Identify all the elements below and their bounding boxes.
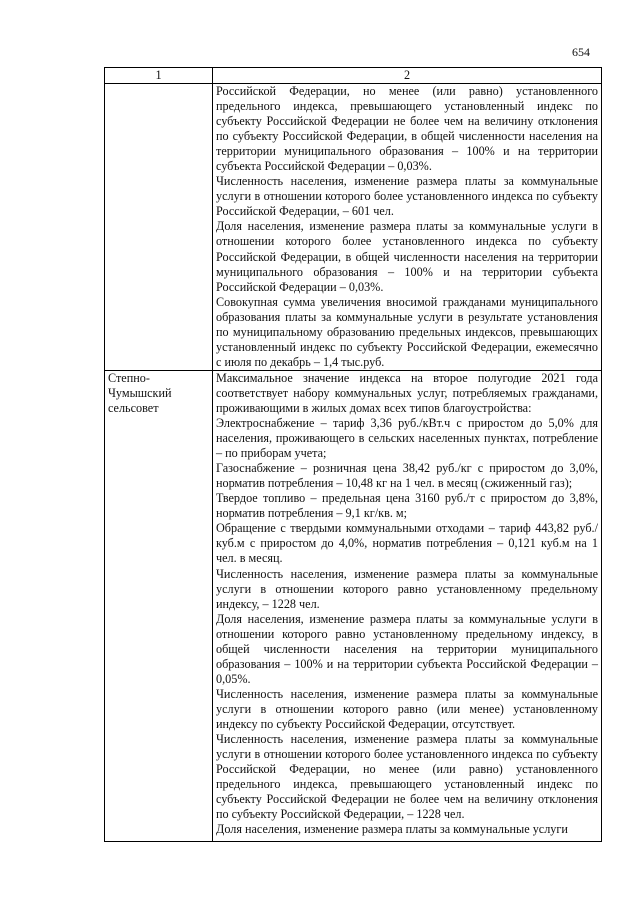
paragraph: Доля населения, изменение размера платы за коммунальные услуги — [216, 822, 568, 837]
row-content — [213, 370, 602, 841]
table-header-row — [105, 68, 602, 84]
paragraph: Совокупная сумма увеличения вносимой гражданами муниципального образования платы за коммунальные услуги в результате установления по муниципальному образованию предельных индексов, превышающих установленный индекс по субъекту Российской Федерации, ежемесячно с июля по декабрь – 1,4 тыс.руб. — [216, 294, 598, 369]
paragraph: Доля населения, изменение размера платы за коммунальные услуги в отношении которого более установленного индекса по субъекту Российской Федерации, в общей численности населения на территории муниципального образования – 100% и на территории субъекта Российской Федерации – 0,03%. — [216, 219, 598, 294]
row-label: Степно-Чумышский сельсовет — [105, 370, 213, 841]
row-label — [105, 84, 213, 371]
paragraph: Газоснабжение – розничная цена 38,42 руб./кг с приростом до 3,0%, норматив потребления – 10,48 кг на 1 чел. в месяц (сжиженный газ); — [216, 461, 598, 491]
paragraph: Электроснабжение – тариф 3,36 руб./кВт.ч с приростом до 5,0% для населения, проживающего в сельских населенных пунктах, потребление – по приборам учета; — [216, 416, 598, 461]
paragraph: Твердое топливо – предельная цена 3160 руб./т с приростом до 3,8%, норматив потребления – 9,1 кг/кв. м; — [216, 491, 598, 521]
page-number: 654 — [572, 45, 590, 59]
paragraph: Численность населения, изменение размера платы за коммунальные услуги в отношении которого более установленного индекса по субъекту Российской Федерации, – 601 чел. — [216, 174, 598, 219]
column-header-1: 1 — [105, 68, 213, 84]
row-content — [213, 84, 602, 371]
paragraph: Численность населения, изменение размера платы за коммунальные услуги в отношении которого равно (или менее) установленному индексу по субъекту Российской Федерации, отсутствует. — [216, 686, 598, 731]
table-row — [105, 370, 602, 841]
paragraph: Численность населения, изменение размера платы за коммунальные услуги в отношении которого более установленного индекса по субъекту Российской Федерации, но менее (или равно) установленного предельного индекса, превышающего установленный индекс по субъекту Российской Федерации не более чем на величину отклонения по субъекту Российской Федерации, – 1228 чел. — [216, 732, 598, 822]
paragraph: Численность населения, изменение размера платы за коммунальные услуги в отношении которого равно установленному предельному индексу, – 1228 чел. — [216, 566, 598, 611]
table-row — [105, 84, 602, 371]
column-header-2: 2 — [213, 68, 602, 84]
paragraph: Максимальное значение индекса на второе полугодие 2021 года соответствует набору коммунальных услуг, потребляемых гражданами, проживающими в жилых домах всех типов благоустройства: — [216, 370, 598, 415]
document-table — [104, 67, 602, 842]
paragraph: Доля населения, изменение размера платы за коммунальные услуги в отношении которого равно установленному предельному индексу, в общей численности населения на территории муниципального образования – 100% и на территории субъекта Российской Федерации – 0,05%. — [216, 611, 598, 686]
paragraph: Российской Федерации, но менее (или равно) установленного предельного индекса, превышающего установленный индекс по субъекту Российской Федерации не более чем на величину отклонения по субъекту Российской Федерации, в общей численности населения на территории муниципального образования – 100% и на территории субъекта Российской Федерации – 0,03%. — [216, 84, 598, 174]
paragraph: Обращение с твердыми коммунальными отходами – тариф 443,82 руб./куб.м с приростом до 4,0%, норматив потребления – 0,121 куб.м на 1 чел. в месяц. — [216, 521, 598, 566]
